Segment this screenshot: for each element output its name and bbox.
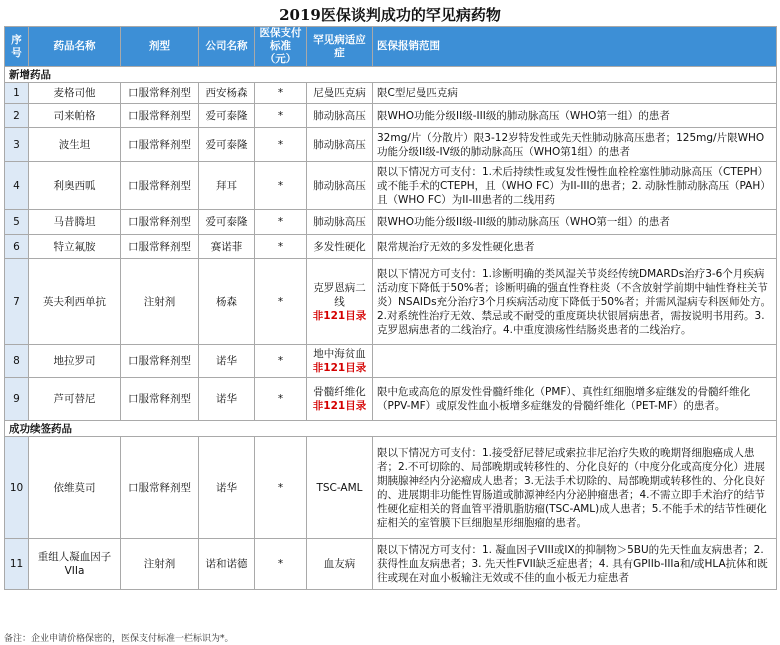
row-indication: 肺动脉高压: [307, 210, 373, 235]
row-drug: 司来帕格: [29, 104, 121, 128]
row-standard: *: [255, 345, 307, 378]
row-drug: 麦格司他: [29, 83, 121, 104]
row-company: 西安杨森: [199, 83, 255, 104]
indication-text: 地中海贫血: [313, 348, 366, 360]
row-form: 口服常释剂型: [121, 378, 199, 421]
indication-tag: 非121目录: [312, 400, 367, 412]
table-row: [5, 259, 777, 345]
row-indication: [307, 378, 373, 421]
row-indication: 血友病: [307, 539, 373, 590]
row-scope: 32mg/片（分散片）限3-12岁特发性或先天性肺动脉高压患者；125mg/片限WHO功能分级II级-IV级的肺动脉高压（WHO第1组）的患者: [373, 128, 777, 162]
row-seq: 6: [5, 235, 29, 259]
row-standard: *: [255, 128, 307, 162]
row-drug: 英夫利西单抗: [29, 259, 121, 345]
row-scope: [373, 345, 777, 378]
row-form: 注射剂: [121, 539, 199, 590]
row-form: 口服常释剂型: [121, 162, 199, 210]
row-standard: *: [255, 235, 307, 259]
header-company: 公司名称: [199, 27, 255, 67]
row-scope: 限以下情况方可支付：1.术后持续性或复发性慢性血栓栓塞性肺动脉高压（CTEPH）或不能手术的CTEPH，且（WHO FC）为II-III的患者；2. 动脉性肺动脉高压（PAH）且（WHO FC）为II-III患者的二线用药: [373, 162, 777, 210]
row-company: 赛诺菲: [199, 235, 255, 259]
row-seq: 10: [5, 437, 29, 539]
table-row: [5, 83, 777, 104]
row-form: 口服常释剂型: [121, 210, 199, 235]
indication-tag: 非121目录: [312, 309, 367, 322]
row-indication: 尼曼匹克病: [307, 83, 373, 104]
row-standard: *: [255, 104, 307, 128]
row-indication: 多发性硬化: [307, 235, 373, 259]
row-scope: 限以下情况方可支付：1. 凝血因子VIII或IX的抑制物＞5BU的先天性血友病患者；2. 获得性血友病患者；3. 先天性FVII缺乏症患者；4. 具有GPIIb-IIIa和/或HLA抗体和既往或现在对血小板输注无效或不佳的血小板无力症患者: [373, 539, 777, 590]
row-indication: [307, 259, 373, 345]
row-indication: TSC-AML: [307, 437, 373, 539]
row-company: 爱可泰隆: [199, 128, 255, 162]
table-row: [5, 128, 777, 162]
row-drug: 特立氟胺: [29, 235, 121, 259]
row-standard: *: [255, 378, 307, 421]
row-scope: 限WHO功能分级II级-III级的肺动脉高压（WHO第一组）的患者: [373, 104, 777, 128]
row-form: 口服常释剂型: [121, 235, 199, 259]
row-seq: 3: [5, 128, 29, 162]
row-company: 爱可泰隆: [199, 104, 255, 128]
table-row: [5, 345, 777, 378]
table-row: [5, 539, 777, 590]
row-drug: 马昔腾坦: [29, 210, 121, 235]
header-drug: 药品名称: [29, 27, 121, 67]
drug-table: [4, 26, 777, 590]
section-label-renew: 成功续签药品: [5, 421, 777, 437]
row-seq: 4: [5, 162, 29, 210]
page-title: 2019医保谈判成功的罕见病药物: [279, 6, 501, 24]
row-company: 诺和诺德: [199, 539, 255, 590]
row-standard: *: [255, 83, 307, 104]
row-company: 拜耳: [199, 162, 255, 210]
row-company: 诺华: [199, 345, 255, 378]
indication-text: 骨髓纤维化: [313, 386, 366, 398]
table-row: [5, 437, 777, 539]
row-company: 诺华: [199, 378, 255, 421]
row-scope: 限C型尼曼匹克病: [373, 83, 777, 104]
section-row-new: [5, 67, 777, 83]
table-row: [5, 104, 777, 128]
header-indication: 罕见病适应症: [307, 27, 373, 67]
row-scope: 限常规治疗无效的多发性硬化患者: [373, 235, 777, 259]
row-company: 诺华: [199, 437, 255, 539]
row-standard: *: [255, 210, 307, 235]
indication-tag: 非121目录: [312, 362, 367, 374]
row-company: 杨森: [199, 259, 255, 345]
row-indication: 肺动脉高压: [307, 162, 373, 210]
row-drug: 芦可替尼: [29, 378, 121, 421]
header-standard-line2: 标准（元）: [264, 40, 297, 65]
row-seq: 9: [5, 378, 29, 421]
row-seq: 11: [5, 539, 29, 590]
row-form: 口服常释剂型: [121, 83, 199, 104]
header-form: 剂型: [121, 27, 199, 67]
table-row: [5, 162, 777, 210]
row-seq: 1: [5, 83, 29, 104]
header-standard-line1: 医保支付: [259, 27, 302, 39]
table-row: [5, 210, 777, 235]
row-company: 爱可泰隆: [199, 210, 255, 235]
row-seq: 5: [5, 210, 29, 235]
table-row: [5, 378, 777, 421]
row-scope: 限中危或高危的原发性骨髓纤维化（PMF）、真性红细胞增多症继发的骨髓纤维化（PPV-MF）或原发性血小板增多症继发的骨髓纤维化（PET-MF）的患者。: [373, 378, 777, 421]
row-standard: *: [255, 162, 307, 210]
header-row: [5, 27, 777, 67]
row-indication: [307, 345, 373, 378]
row-form: 口服常释剂型: [121, 104, 199, 128]
row-drug: 波生坦: [29, 128, 121, 162]
row-seq: 7: [5, 259, 29, 345]
section-label-new: 新增药品: [5, 67, 777, 83]
row-scope: 限WHO功能分级II级-III级的肺动脉高压（WHO第一组）的患者: [373, 210, 777, 235]
row-standard: *: [255, 259, 307, 345]
row-drug: 依维莫司: [29, 437, 121, 539]
row-form: 口服常释剂型: [121, 128, 199, 162]
row-scope: 限以下情况方可支付：1.诊断明确的类风湿关节炎经传统DMARDs治疗3-6个月疾病活动度下降低于50%者；诊断明确的强直性脊柱炎（不含放射学前期中轴性脊柱关节炎）NSAIDs充分治疗3个月疾病活动度下降低于50%者；并需风湿病专科医师处方。2.对系统性治疗无效、禁忌或不耐受的重度斑块状银屑病患者，需按说明书用药。3.克罗恩病患者的二线治疗。4.中重度溃疡性结肠炎患者的二线治疗。: [373, 259, 777, 345]
row-drug: 重组人凝血因子VIIa: [29, 539, 121, 590]
row-form: 口服常释剂型: [121, 345, 199, 378]
header-scope: 医保报销范围: [373, 27, 777, 67]
row-form: 注射剂: [121, 259, 199, 345]
row-indication: 肺动脉高压: [307, 128, 373, 162]
indication-text: 克罗恩病二线: [313, 281, 366, 308]
row-standard: *: [255, 437, 307, 539]
row-seq: 8: [5, 345, 29, 378]
section-row-renew: [5, 421, 777, 437]
header-standard: [255, 27, 307, 67]
footnote: 备注：企业申请价格保密的，医保支付标准一栏标识为*。: [4, 634, 234, 644]
row-seq: 2: [5, 104, 29, 128]
header-seq: 序号: [5, 27, 29, 67]
row-standard: *: [255, 539, 307, 590]
row-indication: 肺动脉高压: [307, 104, 373, 128]
row-drug: 地拉罗司: [29, 345, 121, 378]
table-row: [5, 235, 777, 259]
row-form: 口服常释剂型: [121, 437, 199, 539]
row-drug: 利奥西呱: [29, 162, 121, 210]
row-scope: 限以下情况方可支付：1.接受舒尼替尼或索拉非尼治疗失败的晚期肾细胞癌成人患者；2.不可切除的、局部晚期或转移性的、分化良好的（中度分化或高度分化）进展期胰腺神经内分泌瘤成人患者；3.无法手术切除的、局部晚期或转移性的、分化良好的、进展期非功能性胃肠道或肺源神经内分泌肿瘤患者；4.不需立即手术治疗的结节性硬化症相关的肾血管平滑肌脂肪瘤(TSC-AML)成人患者；5.不能手术的结节性硬化症相关的室管膜下巨细胞星形细胞瘤的患者。: [373, 437, 777, 539]
